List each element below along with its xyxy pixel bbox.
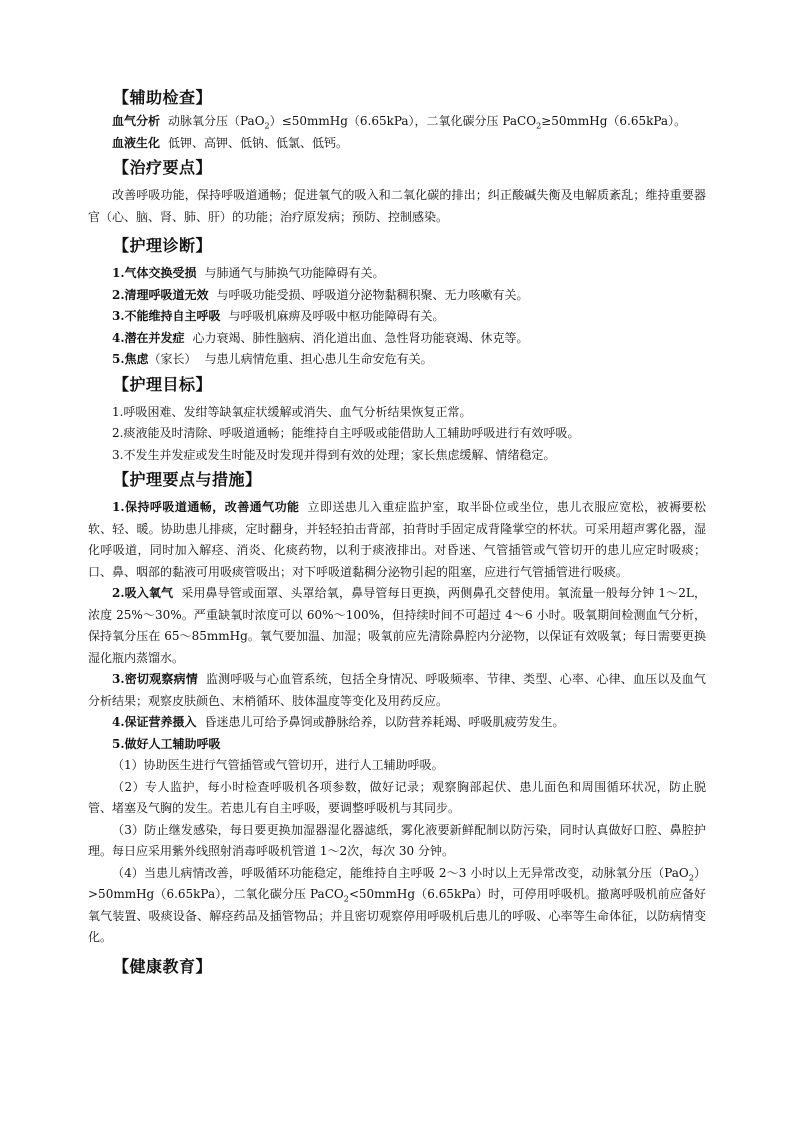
measure-sub-paragraph: （3）防止继发感染，每日要更换加湿器湿化器滤纸，雾化液要新鲜配制以防污染，同时认真做好口腔、鼻腔护理。每日应采用紫外线照射消毒呼吸机管道 1～2次，每次 30 分钟。 xyxy=(88,822,706,858)
blood-biochem-paragraph: 血液生化 低钾、高钾、低钠、低氯、低钙。 xyxy=(112,135,349,150)
blood-biochem-label: 血液生化 xyxy=(112,135,161,150)
diagnosis-item: 3.不能维持自主呼吸 与呼吸机麻痹及呼吸中枢功能障碍有关。 xyxy=(112,309,445,323)
measure-paragraph: 5.做好人工辅助呼吸 xyxy=(112,736,221,751)
treatment-paragraph: 改善呼吸功能，保持呼吸道通畅；促进氧气的吸入和二氧化碳的排出；纠正酸碱失衡及电解质紊乱；维持重要器官（心、脑、肾、肺、肝）的功能；治疗原发病；预防、控制感染。 xyxy=(88,188,706,224)
document-page xyxy=(88,84,706,980)
goal-item: 1.呼吸困难、发绀等缺氧症状缓解或消失、血气分析结果恢复正常。 xyxy=(112,404,472,419)
section-title-goals: 【护理目标】 xyxy=(113,374,213,394)
section-title-measures: 【护理要点与措施】 xyxy=(113,470,262,489)
goal-item: 3.不发生并发症或发生时能及时发现并得到有效的处理；家长焦虑缓解、情绪稳定。 xyxy=(112,447,556,462)
section-title-treatment: 【治疗要点】 xyxy=(113,158,213,177)
diagnosis-item: 5.焦虑（家长） 与患儿病情危重、担心患儿生命安危有关。 xyxy=(112,352,433,366)
measure-sub-paragraph: （2）专人监护，每小时检查呼吸机各项参数，做好记录；观察胸部起伏、患儿面色和周围循环状况，防止脱管、堵塞及气胸的发生。若患儿有自主呼吸，要调整呼吸机与其同步。 xyxy=(88,779,706,815)
measure-paragraph: 1.保持呼吸道通畅，改善通气功能 立即送患儿入重症监护室，取半卧位或坐位，患儿衣服应宽松，被褥要松软、轻、暖。协助患儿排痰，定时翻身，并轻轻拍击背部，拍背时手固定成背隆掌空的杯状。可采用超声雾化器，湿化呼吸道，同时加入解痉、消炎、化痰药物，以利于痰液排出。对昏迷、气管插管或气管切开的患儿应定时吸痰；口、鼻、咽部的黏液可用吸痰管吸出；对下呼吸道黏稠分泌物引起的阻塞，应进行气管插管进行吸痰。 xyxy=(88,500,706,579)
measure-paragraph: 4.保证营养摄入 昏迷患儿可给予鼻饲或静脉给养，以防营养耗竭、呼吸肌疲劳发生。 xyxy=(112,715,565,729)
diagnosis-item: 2.清理呼吸道无效 与呼吸功能受损、呼吸道分泌物黏稠积聚、无力咳嗽有关。 xyxy=(112,287,529,302)
measure-sub-paragraph: （4）当患儿病情改善，呼吸循环功能稳定，能维持自主呼吸 2～3 小时以上无异常改变，动脉氧分压（PaO$_2$）>50mmHg（6.65kPa），二氧化碳分压 PaCO$_2$<50mmHg（6.65kPa）时，可停用呼吸机。撤离呼吸机前应备好氧气装置、吸痰设备、解痉药品及插管物品；并且密切观察停用呼吸机后患儿的呼吸、心率等生命体征，以防病情变化。 xyxy=(88,865,706,944)
blood-gas-label: 血气分析 xyxy=(112,114,161,128)
measure-paragraph: 2.吸入氧气 采用鼻导管或面罩、头罩给氧，鼻导管每日更换，两侧鼻孔交替使用。氧流量一般每分钟 1～2L，浓度 25%～30%。严重缺氧时浓度可以 60%～100%，但持续时间不可超过 4～6 小时。吸氧期间检测血气分析，保持氧分压在 65～85mmHg。氧气要加温、加湿；吸氧前应先清除鼻腔内分泌物，以保证有效吸氧；每日需要更换湿化瓶内蒸馏水。 xyxy=(88,586,706,665)
goal-item: 2.痰液能及时清除、呼吸道通畅；能维持自主呼吸或能借助人工辅助呼吸进行有效呼吸。 xyxy=(112,426,580,440)
blood-gas-paragraph: 血气分析 动脉氧分压（PaO$_2$）≤50mmHg（6.65kPa），二氧化碳分压 PaCO$_2$≥50mmHg（6.65kPa）。 xyxy=(112,114,687,131)
diagnosis-item: 4.潜在并发症 心力衰竭、肺性脑病、消化道出血、急性肾功能衰竭、休克等。 xyxy=(112,330,529,345)
measure-sub-paragraph: （1）协助医生进行气管插管或气管切开，进行人工辅助呼吸。 xyxy=(112,758,444,772)
diagnosis-item: 1.气体交换受损 与肺通气与肺换气功能障碍有关。 xyxy=(112,266,385,280)
section-title-diagnosis: 【护理诊断】 xyxy=(113,236,213,255)
section-title-education: 【健康教育】 xyxy=(113,956,213,976)
measure-paragraph: 3.密切观察病情 监测呼吸与心血管系统，包括全身情况、呼吸频率、节律、类型、心率、心律、血压以及血气分析结果；观察皮肤颜色、末梢循环、肢体温度等变化及用药反应。 xyxy=(88,672,706,708)
section-title-aux-exam: 【辅助检查】 xyxy=(113,88,213,107)
